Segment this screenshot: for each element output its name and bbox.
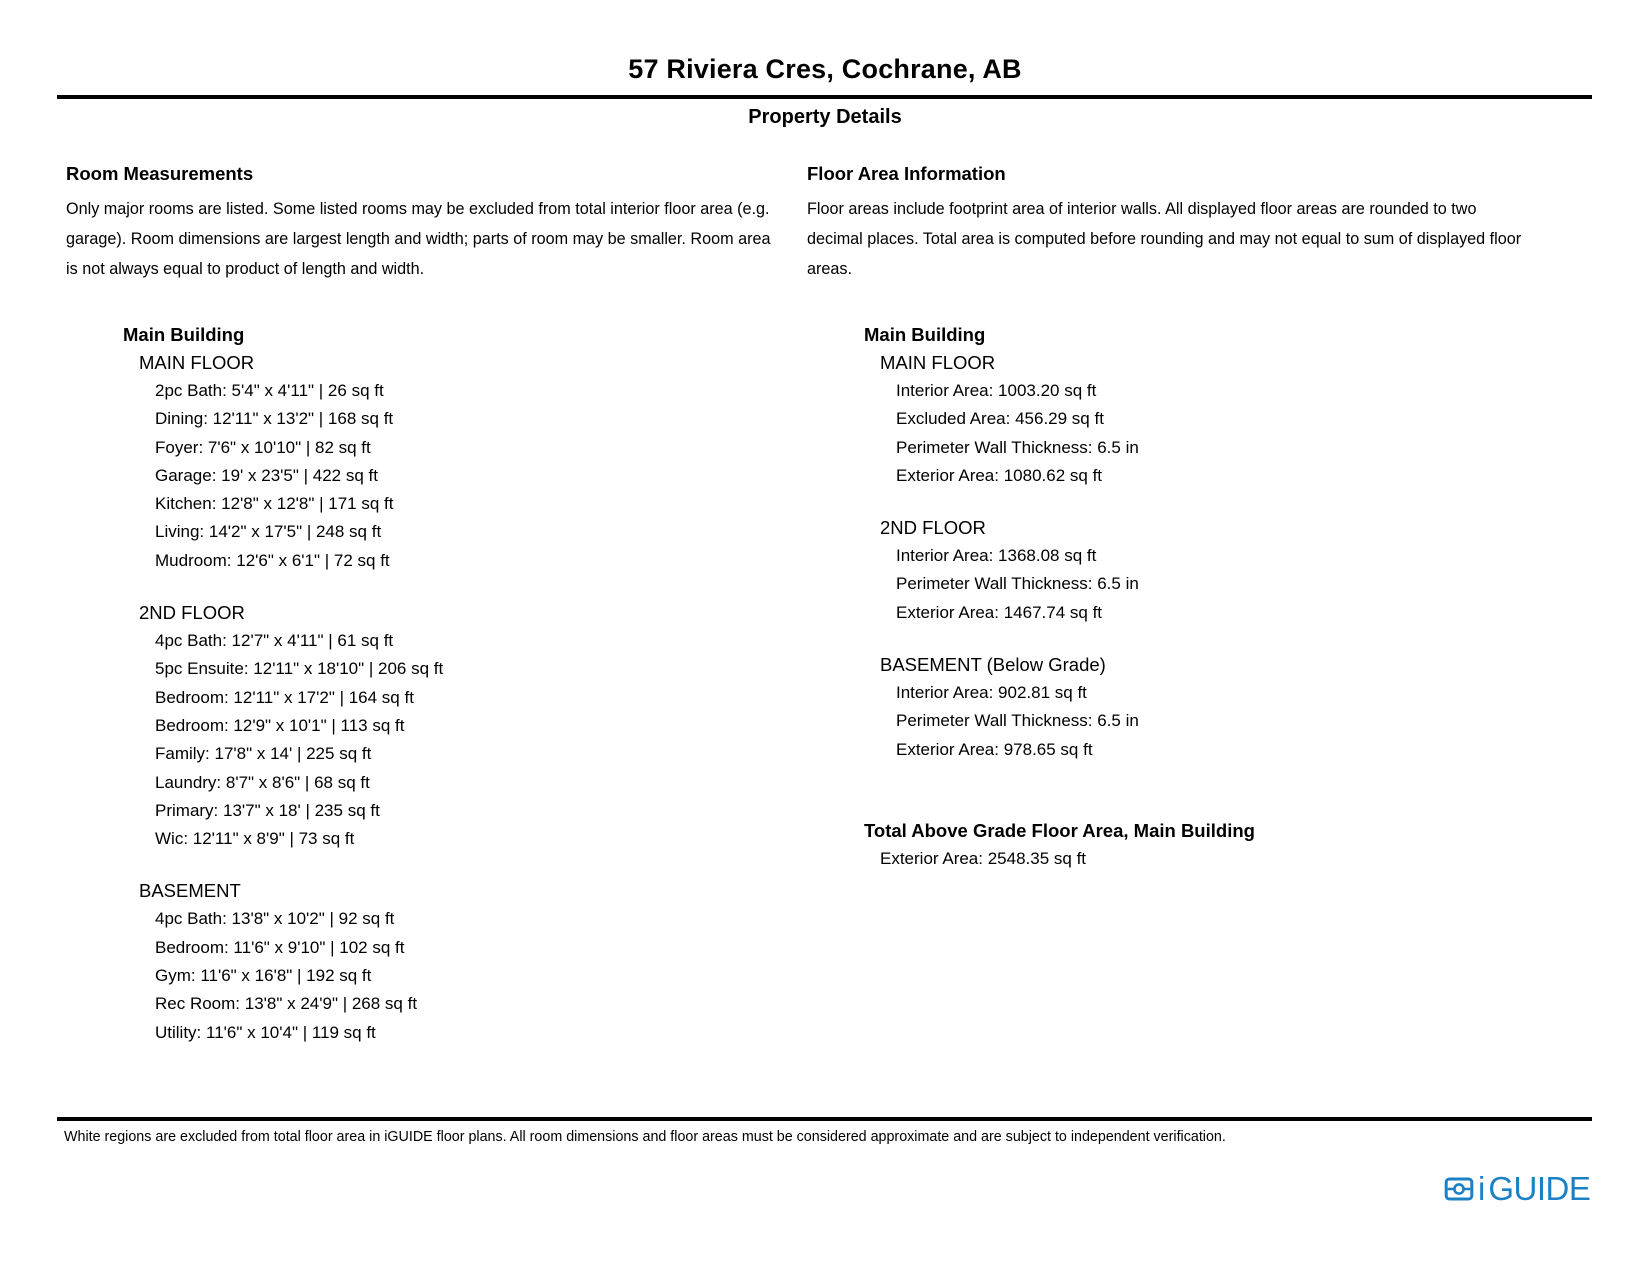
floor-label: BASEMENT (Below Grade) [880,654,1106,676]
room-entry: Bedroom: 12'9" x 10'1" | 113 sq ft [155,715,405,735]
area-entry: Interior Area: 1003.20 sq ft [896,381,1097,400]
floor-label: MAIN FLOOR [139,352,255,373]
floor-group-2nd-floor-rooms [66,602,778,853]
footer-disclaimer: White regions are excluded from total floor area in iGUIDE floor plans. All room dimensions and floor areas must be considered approximate and are subject to independent verification. [64,1129,1226,1145]
floor-label: BASEMENT [139,880,241,902]
room-entry: Family: 17'8" x 14' | 225 sq ft [155,744,372,764]
total-above-grade-block [807,820,1527,873]
iguide-logo [1443,1172,1590,1205]
floor-label: 2ND FLOOR [880,517,986,539]
room-measurements-heading: Room Measurements [66,163,254,184]
room-entry: Bedroom: 11'6" x 9'10" | 102 sq ft [155,937,405,957]
area-entry: Exterior Area: 978.65 sq ft [896,739,1093,759]
room-entry: Living: 14'2" x 17'5" | 248 sq ft [155,522,382,542]
total-above-grade-entry: Exterior Area: 2548.35 sq ft [880,848,1087,868]
area-entry: Exterior Area: 1467.74 sq ft [896,602,1103,622]
page-title: 57 Riviera Cres, Cochrane, AB [628,54,1022,84]
floor-group-basement-areas [807,654,1527,764]
floor-area-tree [807,324,1527,873]
area-entry: Perimeter Wall Thickness: 6.5 in [896,711,1139,731]
floor-group-main-floor-areas [807,352,1527,490]
iguide-logo-text: GUIDE [1488,1170,1591,1207]
area-entry: Excluded Area: 456.29 sq ft [896,409,1104,429]
header-divider [57,95,1592,99]
floor-group-2nd-floor-areas [807,517,1527,627]
room-entry: Dining: 12'11" x 13'2" | 168 sq ft [155,409,394,429]
page-subtitle: Property Details [748,106,902,128]
floor-label: MAIN FLOOR [880,352,996,373]
panorama-camera-icon [1443,1173,1475,1205]
room-entry: 4pc Bath: 12'7" x 4'11" | 61 sq ft [155,631,394,651]
room-entry: Bedroom: 12'11" x 17'2" | 164 sq ft [155,687,414,707]
floor-group-basement-rooms [66,880,778,1046]
room-entry: Foyer: 7'6" x 10'10" | 82 sq ft [155,437,371,457]
area-entry: Exterior Area: 1080.62 sq ft [896,465,1103,485]
total-above-grade-heading: Total Above Grade Floor Area, Main Building [864,819,1255,841]
floor-label: 2ND FLOOR [139,602,245,624]
room-entry: Mudroom: 12'6" x 6'1" | 72 sq ft [155,550,390,570]
room-entry: Kitchen: 12'8" x 12'8" | 171 sq ft [155,494,394,514]
floor-area-heading: Floor Area Information [807,163,1006,184]
area-entry: Interior Area: 1368.08 sq ft [896,546,1097,566]
room-entry: Rec Room: 13'8" x 24'9" | 268 sq ft [155,994,418,1014]
room-entry: Primary: 13'7" x 18' | 235 sq ft [155,800,380,820]
room-entry: Gym: 11'6" x 16'8" | 192 sq ft [155,966,372,986]
room-entry: Utility: 11'6" x 10'4" | 119 sq ft [155,1022,376,1042]
footer-divider [57,1117,1592,1121]
room-entry: 5pc Ensuite: 12'11" x 18'10" | 206 sq ft [155,659,444,679]
room-measurements-column [66,163,778,1047]
room-entry: 4pc Bath: 13'8" x 10'2" | 92 sq ft [155,909,395,929]
building-label-rooms: Main Building [123,324,245,345]
floor-area-column [807,163,1527,873]
room-entry: Garage: 19' x 23'5" | 422 sq ft [155,465,378,485]
building-label-areas: Main Building [864,324,986,345]
area-entry: Perimeter Wall Thickness: 6.5 in [896,437,1139,457]
area-entry: Perimeter Wall Thickness: 6.5 in [896,574,1139,594]
floor-area-note: Floor areas include footprint area of interior walls. All displayed floor areas are rounded to two decimal places. Total area is computed before rounding and may not equal to sum of displayed floor areas. [807,200,1522,278]
room-measurements-tree [66,324,778,1047]
room-entry: Wic: 12'11" x 8'9" | 73 sq ft [155,829,355,849]
area-entry: Interior Area: 902.81 sq ft [896,683,1087,703]
room-measurements-note: Only major rooms are listed. Some listed rooms may be excluded from total interior floor area (e.g. garage). Room dimensions are largest length and width; parts of room may be smaller. Room area is not always equal to product of length and width. [66,200,771,278]
room-entry: 2pc Bath: 5'4" x 4'11" | 26 sq ft [155,381,384,400]
iguide-logo-i: i [1478,1170,1486,1207]
floor-group-main-floor-rooms [66,352,778,575]
room-entry: Laundry: 8'7" x 8'6" | 68 sq ft [155,772,370,792]
